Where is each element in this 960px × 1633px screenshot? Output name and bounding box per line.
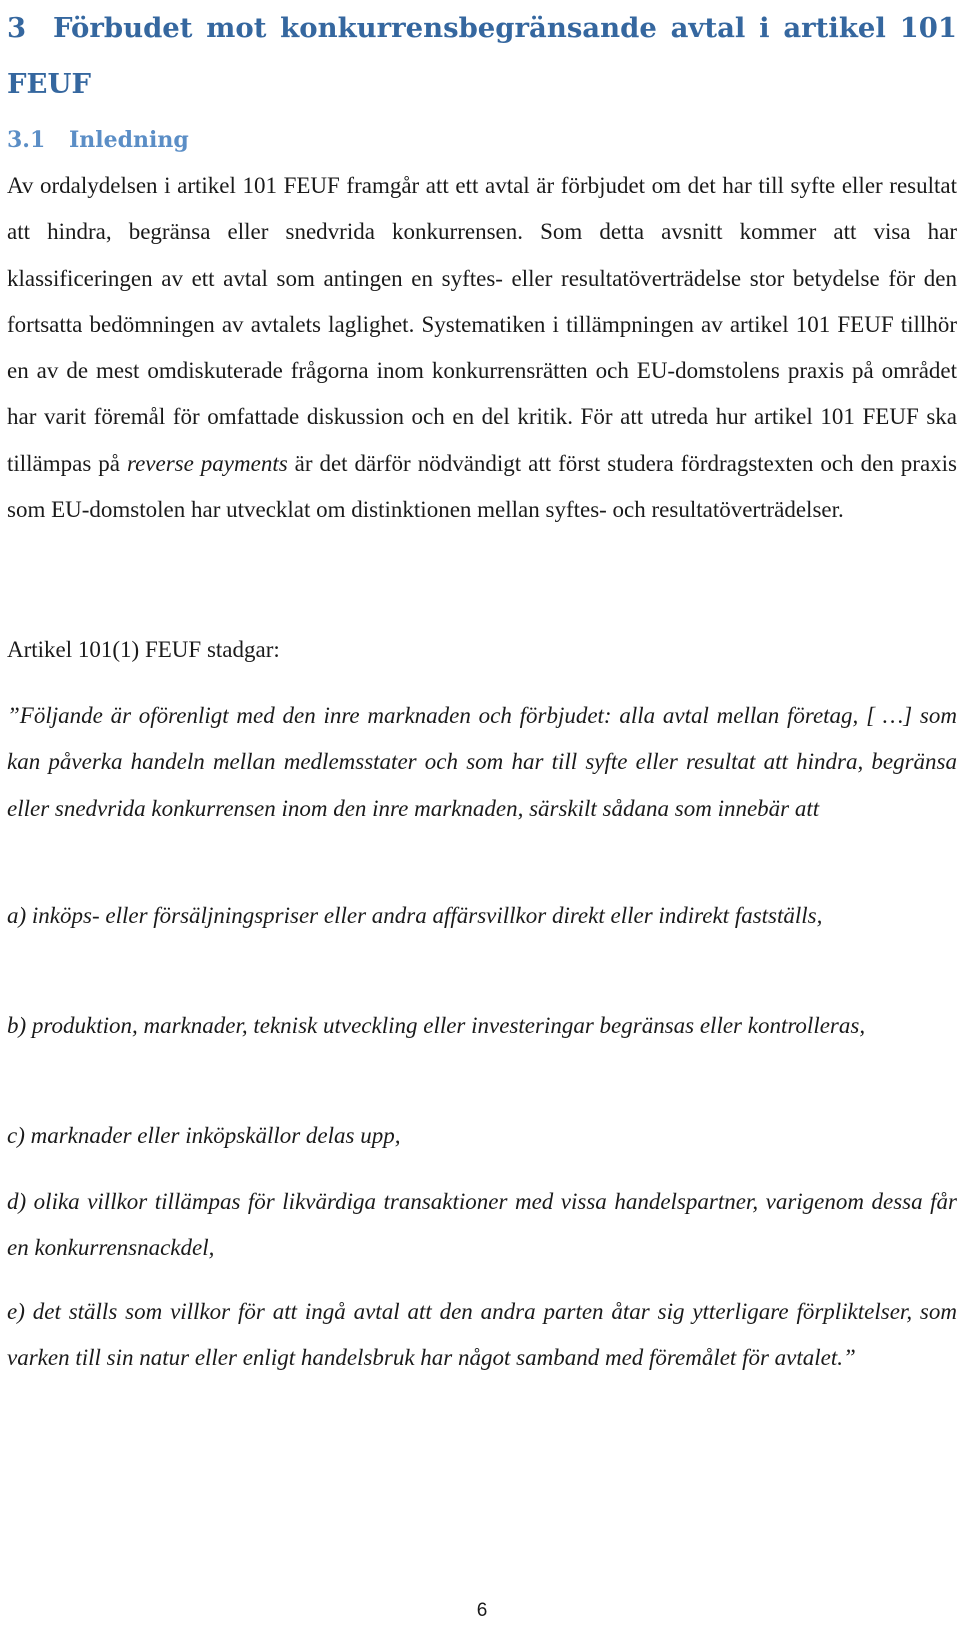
intro-emphasis: reverse payments <box>126 450 288 476</box>
quote-item-b: b) produktion, marknader, teknisk utveckling eller investeringar begränsas eller kontrolleras, <box>7 1013 866 1038</box>
section-heading <box>7 122 189 158</box>
intro-text-part2: är det därför nödvändigt att först studera fördragstexten och den praxis som EU-domstolen har utvecklat om distinktionen mellan syftes- och resultatöverträdelser. <box>7 450 958 523</box>
chapter-number: 3 <box>7 12 27 44</box>
quote-main: ”Följande är oförenligt med den inre marknaden och förbjudet: alla avtal mellan företag, [ …] som kan påverka handeln mellan medlemsstater och som har till syfte eller resultat att hindra, begränsa eller snedvrida konkurrensen inom den inre marknaden, särskilt sådana som innebär att <box>7 703 957 821</box>
quote-item-c: c) marknader eller inköpskällor delas upp, <box>7 1123 401 1148</box>
chapter-title: Förbudet mot konkurrensbegränsande avtal i artikel 101 FEUF <box>7 12 957 100</box>
chapter-heading <box>7 0 957 112</box>
quote-item-a: a) inköps- eller försäljningspriser eller andra affärsvillkor direkt eller indirekt fastställs, <box>7 903 823 928</box>
intro-text-part1: Av ordalydelsen i artikel 101 FEUF framgår att ett avtal är förbjudet om det har till syfte eller resultat att hindra, begränsa eller snedvrida konkurrensen. Som detta avsnitt kommer att visa har klassificeringen av ett avtal som antingen en syftes- eller resultatöverträdelse stor betydelse för den fortsatta bedömningen av avtalets laglighet. Systematiken i tillämpningen av artikel 101 FEUF tillhör en av de mest omdiskuterade frågorna inom konkurrensrätten och EU-domstolens praxis på området har varit föremål för omfattade diskussion och en del kritik. För att utreda hur artikel 101 FEUF ska tillämpas på <box>7 173 957 476</box>
section-title: Inledning <box>69 127 189 153</box>
artikel-intro: Artikel 101(1) FEUF stadgar: <box>7 637 280 662</box>
intro-paragraph <box>7 163 957 533</box>
quote-item-d: d) olika villkor tillämpas för likvärdiga transaktioner med vissa handelspartner, varigenom dessa får en konkurrensnackdel, <box>7 1189 957 1261</box>
quote-item-e: e) det ställs som villkor för att ingå avtal att den andra parten åtar sig ytterligare förpliktelser, som varken till sin natur eller enligt handelsbruk har något samband med föremålet för avtalet.” <box>7 1299 957 1371</box>
section-number: 3.1 <box>7 127 46 153</box>
page-number: 6 <box>476 1600 488 1621</box>
